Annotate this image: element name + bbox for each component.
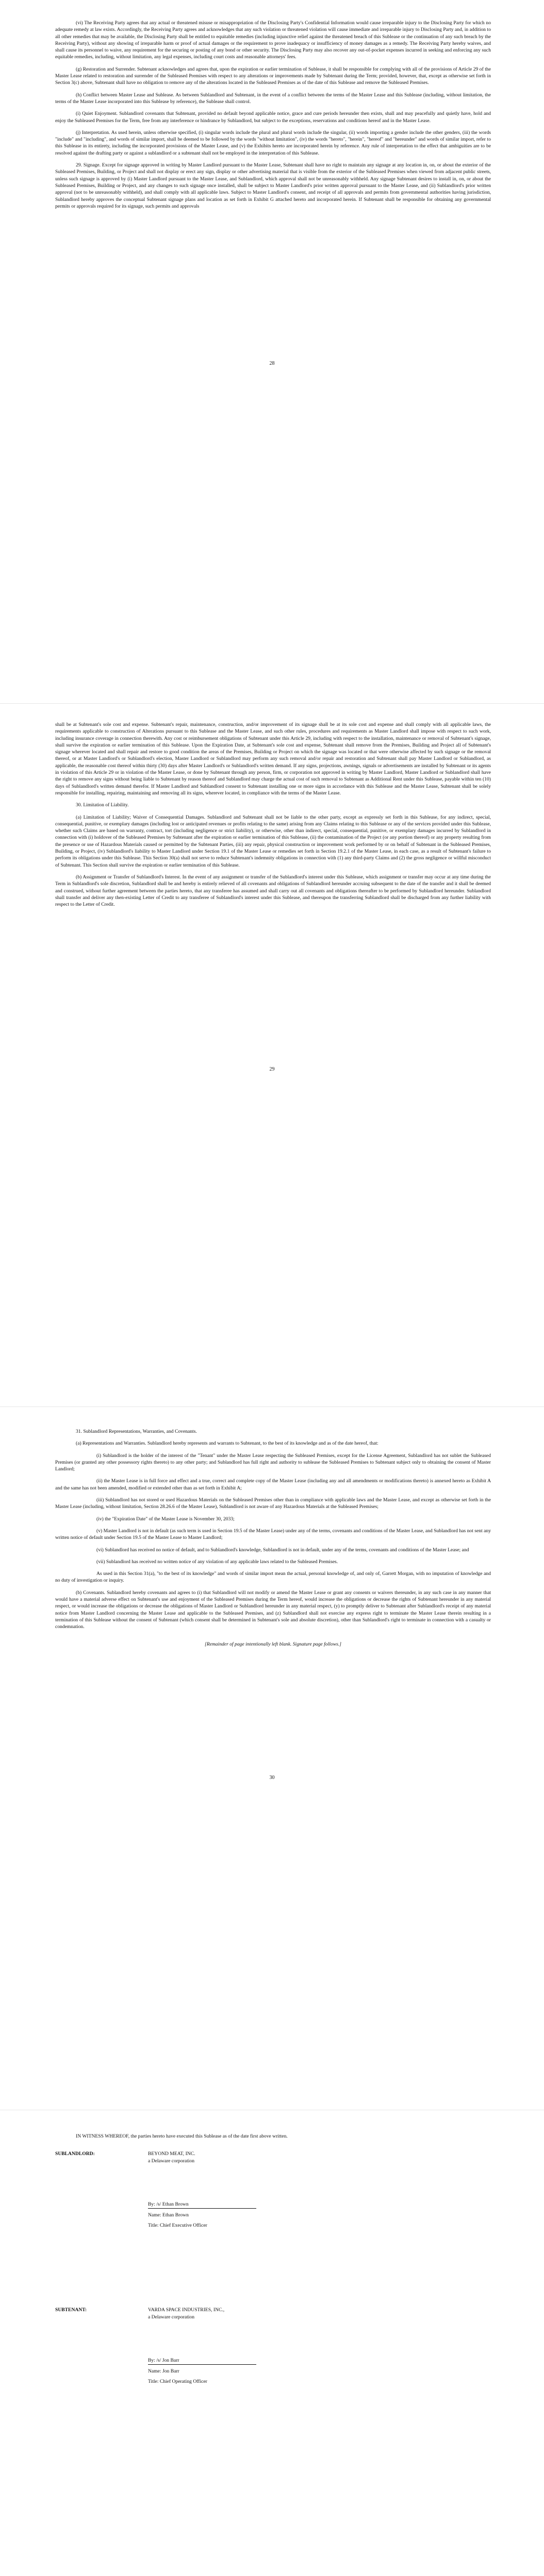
paragraph: 29. Signage. Except for signage approved in writing by Master Landlord pursuant to the Master Lease, Subtenant shall have no right to maintain any signage at any location in, on, or about the exterior of the Subleased Premises, Building, or Project and shall not display or erect any sign, display or other advertising material that is visible from the exterior of the Subleased Premises when viewed from adjacent public streets, unless such signage is approved by (i) Master Landlord pursuant to the Master Lease, and Sublandlord, which approval shall not be unreasonably withheld. Any signage Subtenant desires to install in, on, or about the Subleased Premises, Building or Project, and any changes to such signage once installed, shall be subject to Master Landlord's prior written approval pursuant to the Master Lease, and (ii) Sublandlord's prior written approval (not to be unreasonably withheld), and shall comply with all applicable laws. Subject to Master Landlord's consent, and receipt of all approvals and permits from governmental authorities having jurisdiction, Sublandlord hereby approves the conceptual Subtenant signage plans and location as set forth in Exhibit G attached hereto and incorporated herein. If Subtenant shall be responsible for obtaining any governmental permits or approvals required for its signage, such permits and approvals bbox=[55, 162, 491, 209]
paragraph: (j) Interpretation. As used herein, unless otherwise specified, (i) singular words include the plural and plural words include the singular, (ii) words importing a gender include the other genders, (iii) the words "include" and "including", and words of similar import, shall be deemed to be followed by the words "without limitation", (iv) the words "hereto", "herein", "hereof" and "hereunder" and words of similar import, refer to this Sublease in its entirety, including the incorporated provisions of the Master Lease, and (v) the Exhibits hereto are incorporated herein by reference. Any rule of interpretation to the effect that ambiguities are to be resolved against the drafting party or against a sublandlord or a subtenant shall not be employed in the interpretation of this Sublease. bbox=[55, 129, 491, 156]
subtenant-name: Name: Jon Barr bbox=[148, 2368, 179, 2374]
paragraph: (g) Restoration and Surrender. Subtenant acknowledges and agrees that, upon the expiration or earlier termination of Sublease, it shall be responsible for complying with all of the provisions of Article 29 of the Master Lease related to restoration and surrender of the Subleased Premises with respect to any alterations or improvements made by Subtenant during the Term; provided, however, that, except as otherwise set forth in Section 3(c) above, Subtenant shall have no obligation to remove any of the alterations located in the Subleased Premises as of the date of this Sublease and remove the Subleased Premises. bbox=[55, 66, 491, 86]
sublandlord-name: Name: Ethan Brown bbox=[148, 2212, 189, 2218]
paragraph: (b) Assignment or Transfer of Sublandlord's Interest. In the event of any assignment or transfer of the Sublandlord's interest under this Sublease, which assignment or transfer may occur at any time during the Term in Sublandlord's sole discretion, Sublandlord shall be and hereby is entirely relieved of all covenants and obligations of Sublandlord hereunder accruing subsequent to the date of the transfer and it shall be deemed and construed, without further agreement between the parties hereto, that any transferee has assumed and shall carry out all covenants and obligations thereafter to be performed by Sublandlord hereunder. Sublandlord shall transfer and deliver any then-existing Letter of Credit to any transferee of Sublandlord's interest under this Sublease, and thereupon the transferring Sublandlord shall be discharged from any further liability with respect to the Letter of Credit. bbox=[55, 874, 491, 908]
paragraph: (i) Quiet Enjoyment. Sublandlord covenants that Subtenant, provided no default beyond applicable notice, grace and cure periods hereunder then exists, shall and may peacefully and quietly have, hold and enjoy the Subleased Premises for the Term, free from any interference or hindrance by Sublandlord, but subject to the exceptions, reservations and conditions hereof and in the Master Lease. bbox=[55, 111, 491, 124]
sublandlord-entity: BEYOND MEAT, INC. bbox=[148, 2151, 195, 2157]
section-heading: 30. Limitation of Liability. bbox=[76, 802, 129, 808]
paragraph: (v) Master Landlord is not in default (as such term is used in Section 19.5 of the Master Lease) under any of the terms, covenants and conditions of the Master Lease, and Sublandlord has not sent any written notice of default under Section 19.5 of the Master Lease to Master Landlord; bbox=[55, 1528, 491, 1541]
paragraph: As used in this Section 31(a), "to the best of its knowledge" and words of similar import mean the actual, personal knowledge of, and only of, Garrett Morgan, with no imputation of knowledge and no duty of investigation or inquiry. bbox=[55, 1571, 491, 1584]
paragraph: (a) Representations and Warranties. Sublandlord hereby represents and warrants to Subtenant, to the best of its knowledge and as of the date hereof, that: bbox=[76, 1440, 378, 1447]
page-number: 30 bbox=[269, 1775, 275, 1781]
sublandlord-row bbox=[55, 2150, 491, 2165]
witness-clause: IN WITNESS WHEREOF, the parties hereto have executed this Sublease as of the date first above written. bbox=[76, 2133, 288, 2139]
signature-block bbox=[55, 2133, 491, 2385]
subtenant-signature bbox=[148, 2357, 491, 2385]
paragraph: (a) Limitation of Liability; Waiver of Consequential Damages. Sublandlord and Subtenant shall not be liable to the other party, except as expressly set forth in this Sublease, for any indirect, special, consequential, punitive, or exemplary damages (including lost or anticipated revenues or profits relating to the same) arising from any Claims relating to this Sublease or any of the services provided under this Sublease, whether such Claims are based on warranty, contract, tort (including negligence or strict liability), or otherwise, other than indirect, special, consequential, punitive, or exemplary damages incurred by Sublandlord in connection with (i) holdover of the Subleased Premises by Subtenant after the expiration or earlier termination of this Sublease, (ii) the contamination of the Project (or any portion thereof) or any property resulting from the presence or use of Hazardous Materials caused or permitted by the Subtenant Parties, (iii) any repair, physical construction or improvement work performed by or on behalf of Subtenant in the Subleased Premises, Building, or Project, (iv) Sublandlord's liability to Master Landlord under Section 19.1 of the Master Lease or remedies set forth in Section 19.2.1 of the Master Lease, in each case, as a result of Subtenant's failure to perform its obligations under this Sublease. This Section 30(a) shall not serve to reduce Subtenant's indemnity obligations in connection with (1) any third-party Claims and (2) the gross negligence or willful misconduct of Subtenant. This Section shall survive the expiration or earlier termination of this Sublease. bbox=[55, 814, 491, 868]
sublandlord-entity-type: a Delaware corporation bbox=[148, 2158, 195, 2164]
signature-page bbox=[0, 2110, 544, 2576]
subtenant-entity: VARDA SPACE INDUSTRIES, INC., bbox=[148, 2307, 225, 2313]
subtenant-by: By: /s/ Jon Barr bbox=[148, 2357, 256, 2365]
paragraph: (vii) Sublandlord has received no written notice of any violation of any applicable laws related to the Subleased Premises. bbox=[96, 1558, 338, 1565]
paragraph: (i) Sublandlord is the holder of the interest of the "Tenant" under the Master Lease respecting the Subleased Premises, except for the License Agreement, Sublandlord has not sublet the Subleased Premises (or granted any other possessory rights thereto) to any other party; and Sublandlord has full right and authority to sublease the Subleased Premises to Subtenant subject only to obtaining the consent of Master Landlord; bbox=[55, 1452, 491, 1472]
sublandlord-by: By: /s/ Ethan Brown bbox=[148, 2201, 256, 2209]
paragraph: (ii) the Master Lease is in full force and effect and a true, correct and complete copy of the Master Lease (including any and all amendments or modifications thereto) is annexed hereto as Exhibit A and the same has not been amended, modified or extended other than as set forth in Exhibit A; bbox=[55, 1478, 491, 1491]
sublandlord-label: SUBLANDLORD: bbox=[55, 2151, 95, 2157]
page-body bbox=[55, 721, 491, 913]
paragraph: (vi) Sublandlord has received no notice of default, and to Sublandlord's knowledge, Sublandlord is not in default, under any of the terms, covenants and conditions of the Master Lease; and bbox=[96, 1547, 469, 1553]
page-body bbox=[55, 20, 491, 215]
subtenant-title: Title: Chief Operating Officer bbox=[148, 2379, 207, 2384]
subtenant-label: SUBTENANT: bbox=[55, 2307, 87, 2313]
remainder-note: [Remainder of page intentionally left blank. Signature page follows.] bbox=[204, 1641, 342, 1647]
page-30 bbox=[0, 1406, 544, 2110]
page-number: 29 bbox=[269, 1066, 275, 1072]
paragraph: shall be at Subtenant's sole cost and expense. Subtenant's repair, maintenance, construction, and/or improvement of its signage shall be at its sole cost and expense and shall comply with all applicable laws, the requirements applicable to construction of Alterations pursuant to this Sublease and the Master Lease, and such other rules, procedures and requirements as Master Landlord shall impose with respect to such work, including insurance coverage in connection therewith. Any cost or reimbursement obligations of Subtenant under this Article 29, including with respect to the installation, maintenance or removal of Subtenant's signage, shall survive the expiration or earlier termination of this Sublease. Upon the Expiration Date, at Subtenant's sole cost and expense, Subtenant shall remove from the Premises, Building and Project all of Subtenant's signage wherever located and shall repair and restore to good condition the areas of the Premises, Building or Project on which the signage was located or that were otherwise affected by such signage or the removal thereof, or at Master Landlord's or Sublandlord's election, Master Landlord or Sublandlord may perform any such removal and/or repair and restoration and Subtenant shall pay Master Landlord or Sublandlord, as applicable, the reasonable cost thereof within thirty (30) days after Master Landlord's or Sublandlord's written demand. If any signs, projections, awnings, signals or advertisements are installed by Subtenant or its agents in violation of this Article 29 or in violation of the Master Lease, or done by Subtenant through any person, firm, or corporation not approved in writing by Master Landlord, Master Landlord or Sublandlord shall have the right to remove any signs without being liable to Subtenant by reason thereof and Sublandlord may charge the actual cost of such removal to Subtenant as Additional Rent under this Sublease, payable within ten (10) days of Sublandlord's written demand therefor. If Master Landlord and Sublandlord consent to Subtenant installing one or more signs in accordance with this Sublease and the Master Lease, Subtenant shall be solely responsible for installing, repairing, maintaining and removing all its signs, wherever located, in compliance with the terms of the Master Lease. bbox=[55, 722, 491, 796]
page-28 bbox=[0, 0, 544, 703]
subtenant-row bbox=[55, 2307, 491, 2321]
sublandlord-title: Title: Chief Executive Officer bbox=[148, 2223, 207, 2228]
page-number: 28 bbox=[269, 361, 275, 366]
section-heading: 31. Sublandlord Representations, Warranties, and Covenants. bbox=[76, 1429, 197, 1434]
sublandlord-signature bbox=[148, 2201, 491, 2229]
paragraph: (iv) the "Expiration Date" of the Master Lease is November 30, 2033; bbox=[96, 1516, 235, 1522]
paragraph: (iii) Sublandlord has not stored or used Hazardous Materials on the Subleased Premises other than in compliance with applicable laws and the Master Lease, and except as otherwise set forth in the Master Lease (including, without limitation, Section 28.26.6 of the Master Lease), Sublandlord is not aware of any Hazardous Materials at the Subleased Premises; bbox=[55, 1497, 491, 1510]
paragraph: (vi) The Receiving Party agrees that any actual or threatened misuse or misappropriation of the Disclosing Party's Confidential Information would cause irreparable injury to the Disclosing Party for which no adequate remedy at law exists. Accordingly, the Receiving Party agrees and acknowledges that any such violation or threatened violation will cause immediate and irreparable injury to Disclosing Party and, in addition to all other remedies that may be available, the Disclosing Party shall be entitled to equitable remedies (including injunctive relief against the threatened breach of this Sublease or the continuation of any such breach by the Receiving Party), without any showing of irreparable harm or proof of actual damages or the requirement to prove inadequacy or insufficiency of money damages as a remedy. The Receiving Party hereby waives, and shall cause its personnel to waive, any requirement for the securing or posting of any bond or other security. The Disclosing Party may also recover any out-of-pocket expenses incurred in seeking and enforcing any such equitable remedies, including, without limitation, any legal expenses, including court costs and reasonable attorneys' fees. bbox=[55, 20, 491, 60]
subtenant-entity-type: a Delaware corporation bbox=[148, 2314, 195, 2320]
page-29 bbox=[0, 703, 544, 1406]
paragraph: (b) Covenants. Sublandlord hereby covenants and agrees to (i) that Sublandlord will not modify or amend the Master Lease or grant any consents or waivers thereunder, in any such case in any manner that would have a material adverse effect on Subtenant's use and enjoyment of the Subleased Premises during the Term hereof, would increase the obligations or decrease the rights of Subtenant hereunder in any material respect, or would increase the obligations or decrease the obligations of Master Landlord or Sublandlord hereunder in any material respect, (y) to promptly deliver to Subtenant after Sublandlord's receipt of any material notice from Master Landlord concerning the Master Lease and applicable to the Subleased Premises, and (z) Sublandlord shall not exercise any express right to terminate the Master Lease therein resulting in a termination of this Sublease without the consent of Subtenant (which consent shall be determined in Subtenant's sole and absolute discretion), other than Sublandlord's right to terminate in connection with a casualty or condemnation. bbox=[55, 1589, 491, 1630]
paragraph: (h) Conflict between Master Lease and Sublease. As between Sublandlord and Subtenant, in the event of a conflict between the terms of the Master Lease and this Sublease (including, without limitation, the terms of the Master Lease incorporated into this Sublease by reference), the Sublease shall control. bbox=[55, 92, 491, 105]
page-body bbox=[55, 1428, 491, 1653]
